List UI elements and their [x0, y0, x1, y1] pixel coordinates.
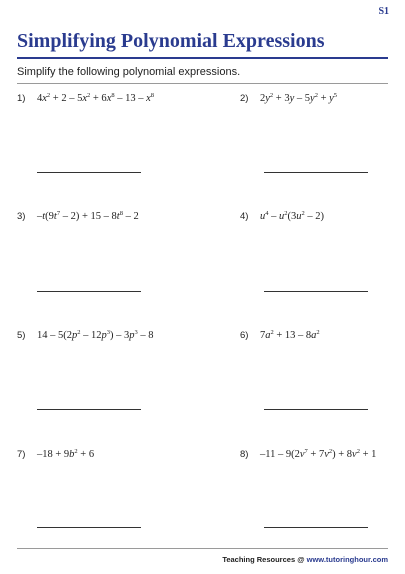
problem-number: 8) [240, 449, 249, 460]
problem-3 [17, 211, 139, 222]
title-rule [17, 57, 388, 59]
problem-5 [17, 330, 154, 341]
problem-expression: $-t(9t^7 - 2) + 15 - 8t^8 - 2$ [37, 210, 139, 222]
footer-label: Teaching Resources @ [222, 555, 305, 564]
problem-number: 5) [17, 330, 26, 341]
answer-line-8[interactable] [264, 527, 368, 528]
problem-1 [17, 93, 154, 104]
problem-number: 4) [240, 211, 249, 222]
problem-6 [240, 330, 320, 341]
problem-expression: $4x^2 + 2 - 5x^2 + 6x^8 - 13 - x^8$ [37, 92, 155, 104]
answer-line-5[interactable] [37, 409, 141, 410]
problem-number: 2) [240, 93, 249, 104]
problem-number: 3) [17, 211, 26, 222]
footer-rule [17, 548, 388, 549]
problem-expression: $u^4 - u^2(3u^2 - 2)$ [260, 210, 324, 222]
problem-4 [240, 211, 324, 222]
page-title: Simplifying Polynomial Expressions [17, 30, 325, 52]
footer-site-link[interactable]: www.tutoringhour.com [306, 555, 388, 564]
problem-7 [17, 449, 94, 460]
problem-expression: $-11 - 9(2v^7 + 7v^2) + 8v^2 + 1$ [260, 448, 377, 460]
answer-line-7[interactable] [37, 527, 141, 528]
footer [222, 555, 388, 564]
problem-expression: $7a^2 + 13 - 8a^2$ [260, 329, 320, 341]
problem-expression: $-18 + 9b^2 + 6$ [37, 448, 95, 460]
problem-8 [240, 449, 376, 460]
answer-line-4[interactable] [264, 291, 368, 292]
problem-number: 6) [240, 330, 249, 341]
problem-number: 7) [17, 449, 26, 460]
problem-expression: $2y^2 + 3y - 5y^2 + y^5$ [260, 92, 338, 104]
sheet-code: S1 [378, 6, 389, 17]
answer-line-2[interactable] [264, 172, 368, 173]
instructions-rule [17, 83, 388, 84]
answer-line-1[interactable] [37, 172, 141, 173]
problem-2 [240, 93, 337, 104]
answer-line-6[interactable] [264, 409, 368, 410]
instructions: Simplify the following polynomial expressions. [17, 66, 241, 78]
problem-expression: $14 - 5(2p^2 - 12p^3) - 3p^3 - 8$ [37, 329, 154, 341]
answer-line-3[interactable] [37, 291, 141, 292]
problem-number: 1) [17, 93, 26, 104]
